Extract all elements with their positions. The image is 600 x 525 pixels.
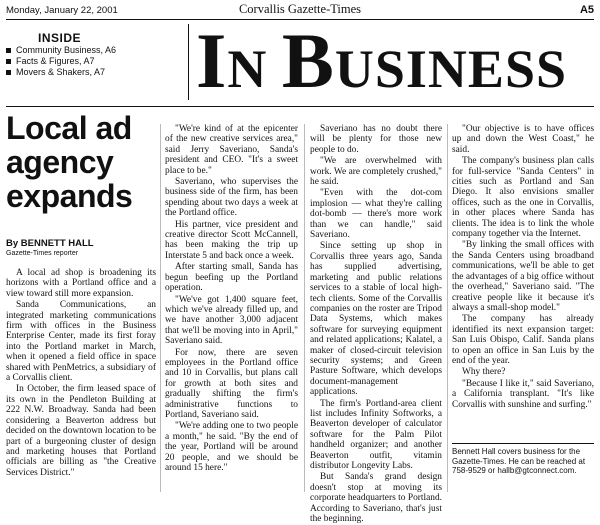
inside-item — [6, 67, 178, 78]
section-title: IN BUSINESS — [196, 17, 568, 104]
article-column-2 — [165, 124, 298, 474]
inside-item-label: Movers & Shakers, A7 — [16, 67, 106, 77]
paragraph: "Because I like it," said Saveriano, a California transplant. "It's like Corvallis with sunshine and surfing." — [452, 378, 594, 410]
article-column-3 — [310, 124, 442, 525]
page-number: A5 — [579, 4, 594, 16]
paragraph: For now, there are seven employees in the Portland office and 10 in Corvallis, but plans call for growth at both sites and gradually shifting the firm's administrative functions to Portland, Saveriano said. — [165, 347, 298, 420]
paragraph: Since setting up shop in Corvallis three years ago, Sanda has supplied advertising, marketing and public relations services to a stable of local high-tech clients. Some of the Corvallis companies on the roster are Tripod Data Systems, which makes software for surveying equipment and related applications; Kalatel, a maker of closed-circuit television security systems; and Green Pasture Software, which develops document-management applications. — [310, 241, 442, 398]
inside-box — [6, 31, 178, 78]
paragraph: "We've got 1,400 square feet, which we've already filled up, and we have another 3,000 adjacent that we'll be moving into in April," Saveriano said. — [165, 294, 298, 347]
paragraph: In October, the firm leased space of its own in the Pendleton Building at 222 N.W. Broadway. Sanda had been considering a Beaverton address but decided on the downtown location to be part of a burgeoning cluster of design and marketing houses that Portland officials are billing as "the Creative Services District." — [6, 384, 156, 478]
bullet-icon — [6, 59, 11, 64]
paragraph: The company has already identified its next expansion target: San Luis Obispo, Calif. Sanda plans to open an office in San Luis by the end of the year. — [452, 314, 594, 366]
author-tagline: Bennett Hall covers business for the Gazette-Times. He can be reached at 758-9529 or hallb@gtconnect.com. — [452, 443, 594, 476]
bullet-icon — [6, 70, 11, 75]
paragraph: "Our objective is to have offices up and down the West Coast," he said. — [452, 124, 594, 155]
paragraph: "We're kind of at the epicenter of the new creative services area," said Jerry Saveriano, Sanda's president and CEO. "It's a sweet place to be." — [165, 124, 298, 176]
inside-item — [6, 56, 178, 67]
byline — [6, 238, 94, 257]
byline-name: By BENNETT HALL — [6, 238, 94, 249]
paragraph: A local ad shop is broadening its horizons with a Portland office and a view toward still more expansion. — [6, 268, 156, 299]
inside-item-label: Facts & Figures, A7 — [16, 56, 95, 66]
column-divider — [447, 124, 448, 492]
paper-name: Corvallis Gazette-Times — [238, 2, 362, 16]
paragraph: "We are overwhelmed with work. We are completely crushed," he said. — [310, 156, 442, 188]
paragraph: Sanda Communications, an integrated marketing communications firm with offices in the Business Enterprise Center, made its first foray into the Portland market in March, when it opened a field office in space shared with PenMetrics, a subsidiary of a Corvallis client. — [6, 300, 156, 384]
inside-heading: INSIDE — [38, 31, 82, 45]
paragraph: "We're adding one to two people a month," he said. "By the end of the year, Portland will be around 20 people, and we should be around 15 here." — [165, 421, 298, 473]
paragraph: "By linking the small offices with the Sanda Centers using broadband communications, we'll be able to get the advantages of a big office without the overhead," Saveriano said. "The creative people like it because it's always a small-shop model." — [452, 240, 594, 313]
paragraph: The firm's Portland-area client list includes Infinity Softworks, a Beaverton developer of calculator software for the Palm Pilot handheld organizer; and another Beaverton outfit, vitamin distributor Longevity Labs. — [310, 398, 442, 471]
article-column-4 — [452, 124, 594, 411]
article-column-1 — [6, 268, 156, 479]
column-divider — [160, 124, 161, 492]
paragraph: Saveriano has no doubt there will be plenty for those new people to do. — [310, 124, 442, 155]
paragraph: But Sanda's grand design doesn't stop at moving its corporate headquarters to Portland. According to Saveriano, that's just the beginning. — [310, 472, 442, 525]
paragraph: After starting small, Sanda has begun beefing up the Portland operation. — [165, 262, 298, 294]
section-divider — [188, 24, 189, 100]
bullet-icon — [6, 48, 11, 53]
paragraph: Why there? — [462, 367, 506, 378]
paragraph: His partner, vice president and creative director Scott McCannell, has been making the trip up Interstate 5 and back once a week. — [165, 219, 298, 261]
inside-item-label: Community Business, A6 — [16, 45, 117, 55]
inside-item — [6, 45, 178, 56]
column-divider — [304, 124, 305, 492]
headline: Local ad agency expands — [6, 110, 133, 214]
paragraph: "Even with the dot-com implosion — what they're calling dot-bomb — there's more work than we can handle," said Saveriano. — [310, 188, 442, 241]
paragraph: Saveriano, who supervises the business side of the firm, has been spending about two days a week at the Portland office. — [165, 177, 298, 219]
issue-date: Monday, January 22, 2001 — [6, 5, 118, 16]
section-rule — [6, 106, 594, 107]
paragraph: The company's business plan calls for full-service "Sanda Centers" in cities such as Portland and San Diego. It also envisions smaller offices, such as the one in Corvallis, in other places where Sanda has clients. The idea is to link the whole company together via the Internet. — [452, 156, 594, 240]
byline-role: Gazette-Times reporter — [6, 250, 79, 257]
